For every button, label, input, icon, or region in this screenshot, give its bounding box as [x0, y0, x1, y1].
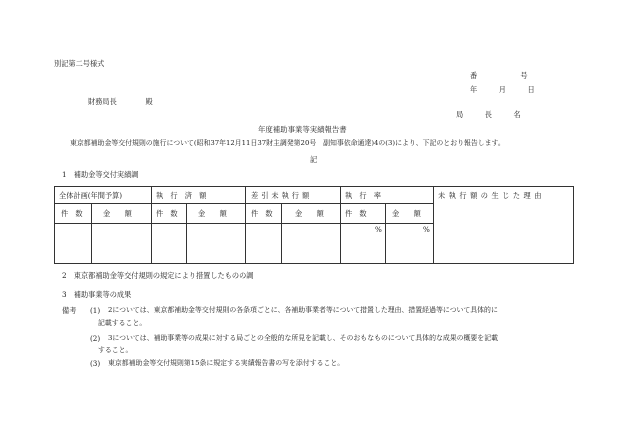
- note-1-line-2: 記載すること。: [98, 319, 147, 327]
- percent-mark-2: %: [423, 225, 430, 234]
- addressee: 財務局長 殿: [88, 97, 153, 106]
- note-3-line-1: 東京都補助金等交付規則第15条に規定する実績報告書の写を添付すること。: [108, 359, 345, 367]
- form-label: 別記第二号様式: [54, 59, 105, 68]
- sender-line: 局 長 名: [456, 110, 521, 119]
- subheader-amount-3: 金 額: [295, 209, 324, 218]
- notes-label: 備考: [62, 306, 77, 315]
- note-2-number: (2): [90, 334, 101, 343]
- subheader-count-1: 件 数: [61, 209, 83, 218]
- subheader-amount-2: 金 額: [198, 209, 227, 218]
- percent-mark-1: %: [375, 225, 382, 234]
- subheader-amount-4: 金 額: [392, 209, 421, 218]
- subheader-count-2: 件 数: [156, 209, 178, 218]
- header-unexecuted: 差引未執行額: [251, 191, 313, 200]
- intro-text: 東京都補助金等交付規則の施行について(昭和37年12月11日37財主調発第20号 副知事依命通達)4の(3)により、下記のとおり報告します。: [70, 139, 505, 147]
- number-line: 番 号: [470, 71, 528, 80]
- header-reason: 未執行額の生じた理由: [438, 191, 545, 200]
- document-title: 年度補助事業等実績報告書: [258, 125, 347, 134]
- section-2-heading: 2 東京都補助金等交付規則の規定により措置したものの調: [62, 271, 254, 280]
- section-1-heading: 1 補助金等交付実績調: [62, 170, 139, 179]
- header-rate: 執 行 率: [345, 191, 381, 200]
- date-line: 年 月 日: [470, 85, 535, 94]
- header-executed: 執 行 済 額: [156, 191, 207, 200]
- note-1-number: (1): [90, 306, 101, 315]
- subheader-count-4: 件 数: [345, 209, 367, 218]
- note-2-line-2: すること。: [98, 346, 133, 354]
- note-1-line-1: 2については、東京都補助金等交付規則の各条項ごとに、各補助事業者等について措置した理由、措置経過等について具体的に: [108, 306, 498, 314]
- subheader-amount-1: 金 額: [103, 209, 132, 218]
- note-3-number: (3): [90, 359, 101, 368]
- grant-results-table: [54, 186, 574, 264]
- ki-label: 記: [310, 155, 318, 164]
- note-2-line-1: 3については、補助事業等の成果に対する局ごとの全般的な所見を記載し、そのおもなものについて具体的な成果の概要を記載: [108, 334, 498, 342]
- header-plan: 全体計画(年間予算): [59, 191, 123, 200]
- section-3-heading: 3 補助事業等の成果: [62, 290, 132, 299]
- subheader-count-3: 件 数: [251, 209, 273, 218]
